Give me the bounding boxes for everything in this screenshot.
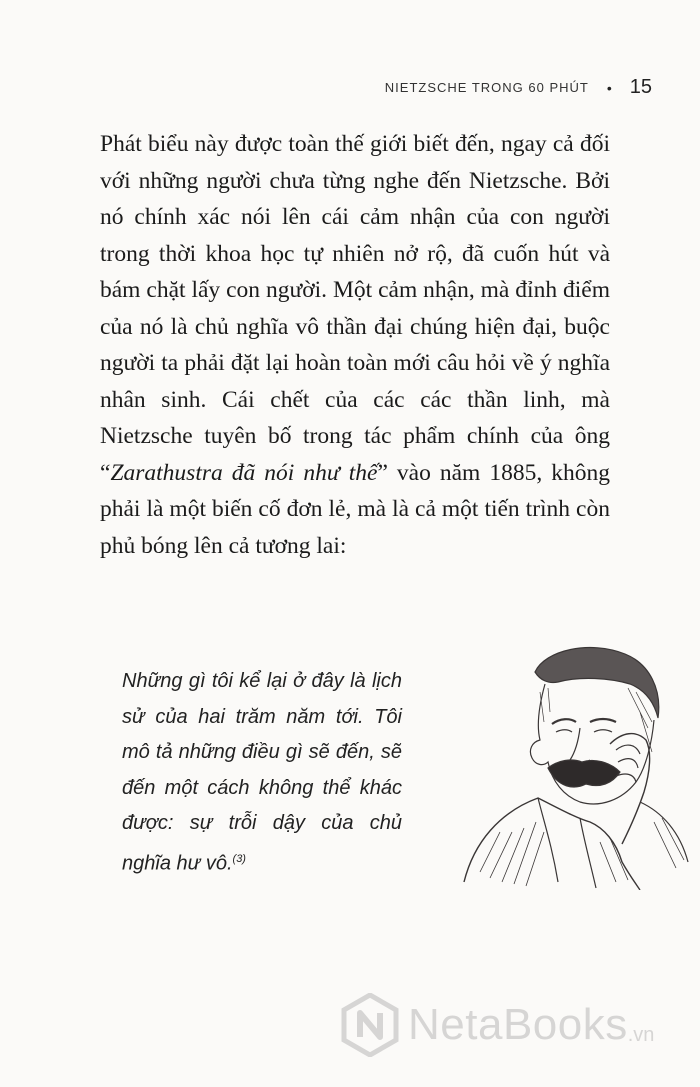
quote-block bbox=[122, 664, 402, 882]
body-paragraph bbox=[100, 126, 610, 564]
header-bullet: • bbox=[606, 79, 612, 96]
page-number: 15 bbox=[629, 76, 652, 98]
footnote-marker: (3) bbox=[232, 852, 246, 865]
netabooks-logo-icon bbox=[340, 993, 400, 1057]
running-title: NIETZSCHE TRONG 60 PHÚT bbox=[384, 80, 589, 95]
running-header bbox=[385, 76, 652, 99]
body-text-before: Phát biểu này được toàn thế giới biết đến, ngay cả đối với những người chưa từng nghe đến Nietzsche. Bởi nó chính xác nói lên cái cảm nhận của con người trong thời khoa học tự nhiên nở rộ, đã cuốn hút và bám chặt lấy con người. Một cảm nhận, mà đỉnh điểm của nó là chủ nghĩa vô thần đại chúng hiện đại, buộc người ta phải đặt lại hoàn toàn mới câu hỏi về ý nghĩa nhân sinh. Cái chết của các các thần linh, mà Nietzsche tuyên bố trong tác phẩm chính của ông “ bbox=[100, 131, 610, 486]
body-text-after: ” vào năm 1885, không phải là một biến cố đơn lẻ, mà là cả một tiến trình còn phủ bóng lên cả tương lai: bbox=[100, 459, 610, 559]
watermark-suffix: .vn bbox=[627, 1024, 655, 1046]
book-title: Zarathustra đã nói như thế bbox=[110, 459, 378, 486]
watermark-brand: NetaBooks bbox=[408, 1000, 628, 1049]
watermark bbox=[340, 985, 654, 1065]
quote-text: Những gì tôi kể lại ở đây là lịch sử của hai trăm năm tới. Tôi mô tả những điều gì sẽ đến, sẽ đến một cách không thể khác được: sự trỗi dậy của chủ nghĩa hư vô. bbox=[122, 670, 402, 875]
nietzsche-portrait-illustration bbox=[440, 632, 690, 890]
